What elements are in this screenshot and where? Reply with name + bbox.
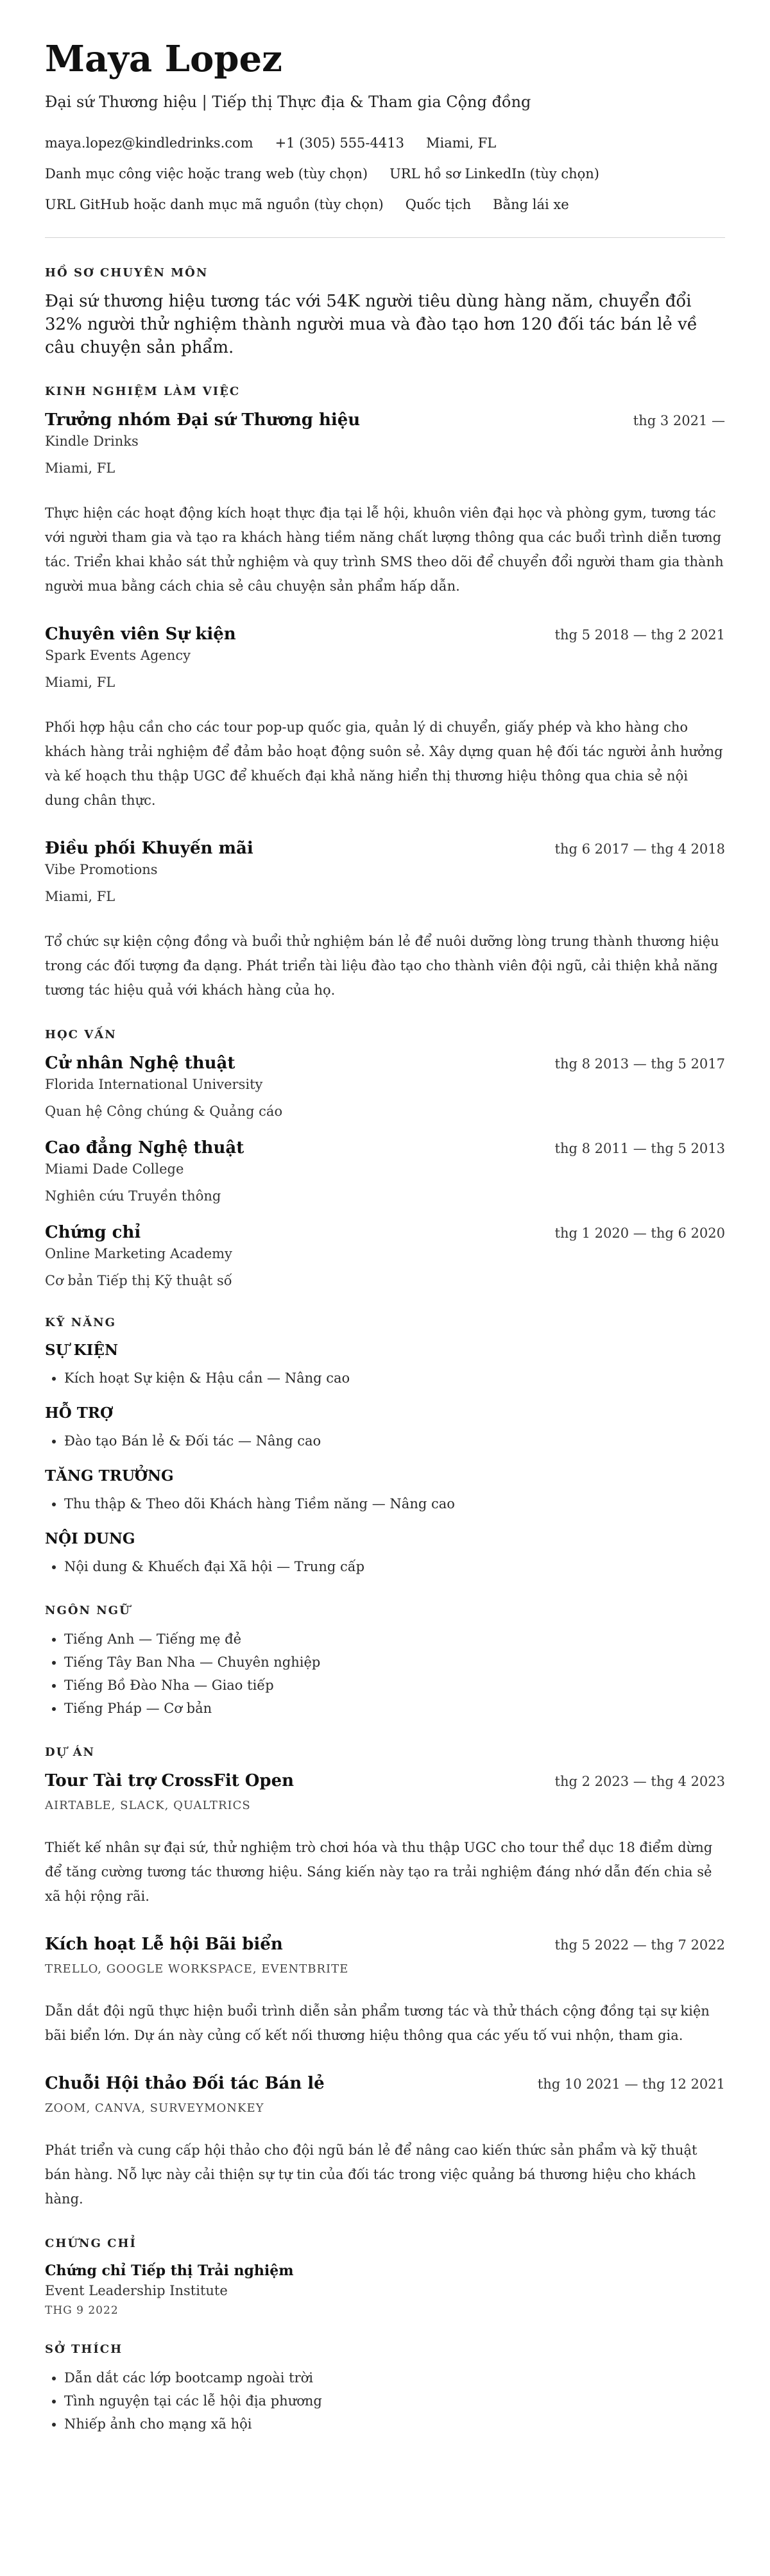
- education-dates: thg 1 2020 — thg 6 2020: [554, 1225, 725, 1241]
- education-entry: [45, 1052, 725, 1121]
- project-tools: AIRTABLE, SLACK, QUALTRICS: [45, 1799, 251, 1812]
- summary-text: Đại sứ thương hiệu tương tác với 54K người tiêu dùng hàng năm, chuyển đổi 32% người thử nghiệm thành người mua và đào tạo hơn 120 đối tác bán lẻ về câu chuyện sản phẩm.: [45, 292, 697, 357]
- job-title: Điều phối Khuyến mãi: [45, 839, 253, 858]
- candidate-name: Maya Lopez: [45, 38, 282, 80]
- project-dates: thg 2 2023 — thg 4 2023: [554, 1774, 725, 1789]
- header-divider: [45, 237, 725, 238]
- field-of-study: Quan hệ Công chúng & Quảng cáo: [45, 1104, 283, 1119]
- skill-group: [45, 1465, 725, 1515]
- section-title: HỒ SƠ CHUYÊN MÔN: [45, 266, 209, 280]
- certification-name: Chứng chỉ Tiếp thị Trải nghiệm: [45, 2262, 294, 2279]
- contact-github[interactable]: URL GitHub hoặc danh mục mã nguồn (tùy chọn): [45, 197, 384, 212]
- education-entry: [45, 1221, 725, 1290]
- language-item: • Tiếng Bồ Đào Nha — Giao tiếp: [64, 1674, 725, 1697]
- school-name: Online Marketing Academy: [45, 1246, 232, 1261]
- section-title: KỸ NĂNG: [45, 1316, 117, 1329]
- project-description: Phát triển và cung cấp hội thảo cho đội ngũ bán lẻ để nâng cao kiến thức sản phẩm và kỹ thuật bán hàng. Nỗ lực này cải thiện sự tự tin của đối tác trong việc quảng bá thương hiệu cho khách hàng.: [45, 2142, 697, 2207]
- job-location: Miami, FL: [45, 675, 116, 690]
- section-title: HỌC VẤN: [45, 1028, 117, 1041]
- language-item: • Tiếng Anh — Tiếng mẹ đẻ: [64, 1628, 725, 1651]
- contact-phone[interactable]: +1 (305) 555-4413: [275, 135, 404, 151]
- contact-nationality: Quốc tịch: [405, 197, 472, 212]
- project-dates: thg 5 2022 — thg 7 2022: [554, 1937, 725, 1953]
- skill-category: SỰ KIỆN: [45, 1342, 118, 1359]
- skill-category: NỘI DUNG: [45, 1530, 135, 1547]
- experience-entry: [45, 623, 725, 812]
- contact-row: [45, 159, 725, 183]
- summary-section: [45, 266, 725, 359]
- experience-section: [45, 385, 725, 1002]
- section-title: NGÔN NGỮ: [45, 1604, 131, 1617]
- contact-location: Miami, FL: [425, 135, 497, 151]
- project-tools: TRELLO, GOOGLE WORKSPACE, EVENTBRITE: [45, 1962, 349, 1976]
- project-tools: ZOOM, CANVA, SURVEYMONKEY: [45, 2101, 264, 2115]
- project-description: Thiết kế nhân sự đại sứ, thử nghiệm trò chơi hóa và thu thập UGC cho tour thể dục 18 điểm dừng để tăng cường tương tác thương hiệu. Sáng kiến này tạo ra trải nghiệm đáng nhớ dẫn đến chia sẻ xã hội rộng rãi.: [45, 1840, 713, 1904]
- company-name: Spark Events Agency: [45, 648, 191, 663]
- resume-header: [45, 36, 725, 214]
- job-description: Tổ chức sự kiện cộng đồng và buổi thử nghiệm bán lẻ để nuôi dưỡng lòng trung thành thương hiệu trong các đối tượng đa dạng. Phát triển tài liệu đào tạo cho thành viên đội ngũ, cải thiện khả năng tương tác hiệu quả với khách hàng của họ.: [45, 934, 719, 998]
- job-location: Miami, FL: [45, 460, 116, 476]
- project-entry: [45, 1933, 725, 2048]
- skill-group: [45, 1528, 725, 1578]
- education-dates: thg 8 2013 — thg 5 2017: [554, 1056, 725, 1072]
- candidate-headline: Đại sứ Thương hiệu | Tiếp thị Thực địa & Tham gia Cộng đồng: [45, 93, 531, 111]
- section-title: KINH NGHIỆM LÀM VIỆC: [45, 385, 241, 398]
- contact-driving-license: Bằng lái xe: [493, 197, 569, 212]
- degree-title: Cao đẳng Nghệ thuật: [45, 1138, 244, 1158]
- job-dates: thg 3 2021 —: [633, 413, 725, 428]
- interest-item: • Tình nguyện tại các lễ hội địa phương: [64, 2389, 725, 2412]
- education-entry: [45, 1136, 725, 1206]
- contact-email[interactable]: maya.lopez@kindledrinks.com: [45, 135, 253, 151]
- languages-section: [45, 1604, 725, 1720]
- job-title: Chuyên viên Sự kiện: [45, 625, 236, 644]
- contact-row: [45, 190, 725, 214]
- company-name: Kindle Drinks: [45, 434, 139, 449]
- education-section: [45, 1028, 725, 1290]
- interest-item: • Nhiếp ảnh cho mạng xã hội: [64, 2412, 725, 2436]
- project-dates: thg 10 2021 — thg 12 2021: [537, 2076, 725, 2092]
- field-of-study: Cơ bản Tiếp thị Kỹ thuật số: [45, 1273, 232, 1288]
- project-description: Dẫn dắt đội ngũ thực hiện buổi trình diễn sản phẩm tương tác và thử thách cộng đồng tại sự kiện bãi biển lớn. Dự án này củng cố kết nối thương hiệu thông qua các yếu tố vui nhộn, tham gia.: [45, 2003, 710, 2043]
- job-title: Trưởng nhóm Đại sứ Thương hiệu: [45, 410, 361, 430]
- degree-title: Chứng chỉ: [45, 1223, 141, 1242]
- project-name: Kích hoạt Lễ hội Bãi biển: [45, 1935, 283, 1954]
- contact-linkedin[interactable]: URL hồ sơ LinkedIn (tùy chọn): [389, 166, 599, 181]
- skill-item: • Đào tạo Bán lẻ & Đối tác — Nâng cao: [64, 1429, 725, 1452]
- interest-item: • Dẫn dắt các lớp bootcamp ngoài trời: [64, 2366, 725, 2389]
- job-description: Phối hợp hậu cần cho các tour pop-up quốc gia, quản lý di chuyển, giấy phép và kho hàng cho khách hàng trải nghiệm để đảm bảo hoạt động suôn sẻ. Xây dựng quan hệ đối tác người ảnh hưởng và kế hoạch thu thập UGC để khuếch đại khả năng hiển thị thương hiệu thông qua chia sẻ nội dung chân thực.: [45, 720, 723, 808]
- skill-item: • Thu thập & Theo dõi Khách hàng Tiềm năng — Nâng cao: [64, 1492, 725, 1515]
- section-title: SỞ THÍCH: [45, 2343, 123, 2356]
- job-dates: thg 6 2017 — thg 4 2018: [554, 841, 725, 857]
- project-name: Chuỗi Hội thảo Đối tác Bán lẻ: [45, 2074, 325, 2093]
- experience-entry: [45, 837, 725, 1002]
- skill-group: [45, 1402, 725, 1452]
- certifications-section: [45, 2237, 725, 2317]
- contact-portfolio[interactable]: Danh mục công việc hoặc trang web (tùy chọn): [45, 166, 368, 181]
- company-name: Vibe Promotions: [45, 862, 158, 877]
- project-entry: [45, 1769, 725, 1908]
- contact-row: [45, 128, 725, 153]
- school-name: Florida International University: [45, 1077, 263, 1092]
- school-name: Miami Dade College: [45, 1161, 184, 1177]
- projects-section: [45, 1746, 725, 2211]
- degree-title: Cử nhân Nghệ thuật: [45, 1054, 235, 1073]
- skill-group: [45, 1340, 725, 1390]
- interests-section: [45, 2343, 725, 2436]
- skill-item: • Kích hoạt Sự kiện & Hậu cần — Nâng cao: [64, 1367, 725, 1390]
- education-dates: thg 8 2011 — thg 5 2013: [554, 1141, 725, 1156]
- certification-entry: [45, 2260, 725, 2317]
- skill-category: TĂNG TRƯỞNG: [45, 1467, 174, 1485]
- job-description: Thực hiện các hoạt động kích hoạt thực địa tại lễ hội, khuôn viên đại học và phòng gym, tương tác với người tham gia và tạo ra khách hàng tiềm năng chất lượng thông qua các buổi trình diễn tương tác. Triển khai khảo sát thử nghiệm và quy trình SMS theo dõi để chuyển đổi người tham gia thành người mua bằng cách chia sẻ câu chuyện sản phẩm hấp dẫn.: [45, 505, 724, 594]
- experience-entry: [45, 408, 725, 598]
- project-entry: [45, 2072, 725, 2211]
- section-title: CHỨNG CHỈ: [45, 2237, 137, 2250]
- skill-category: HỖ TRỢ: [45, 1404, 114, 1422]
- language-item: • Tiếng Pháp — Cơ bản: [64, 1697, 725, 1720]
- field-of-study: Nghiên cứu Truyền thông: [45, 1188, 221, 1204]
- certification-issuer: Event Leadership Institute: [45, 2283, 228, 2298]
- language-item: • Tiếng Tây Ban Nha — Chuyên nghiệp: [64, 1651, 725, 1674]
- section-title: DỰ ÁN: [45, 1746, 95, 1759]
- job-location: Miami, FL: [45, 889, 116, 904]
- skills-section: [45, 1316, 725, 1578]
- skill-item: • Nội dung & Khuếch đại Xã hội — Trung cấp: [64, 1555, 725, 1578]
- job-dates: thg 5 2018 — thg 2 2021: [554, 627, 725, 643]
- certification-date: THG 9 2022: [45, 2304, 119, 2317]
- project-name: Tour Tài trợ CrossFit Open: [45, 1771, 295, 1790]
